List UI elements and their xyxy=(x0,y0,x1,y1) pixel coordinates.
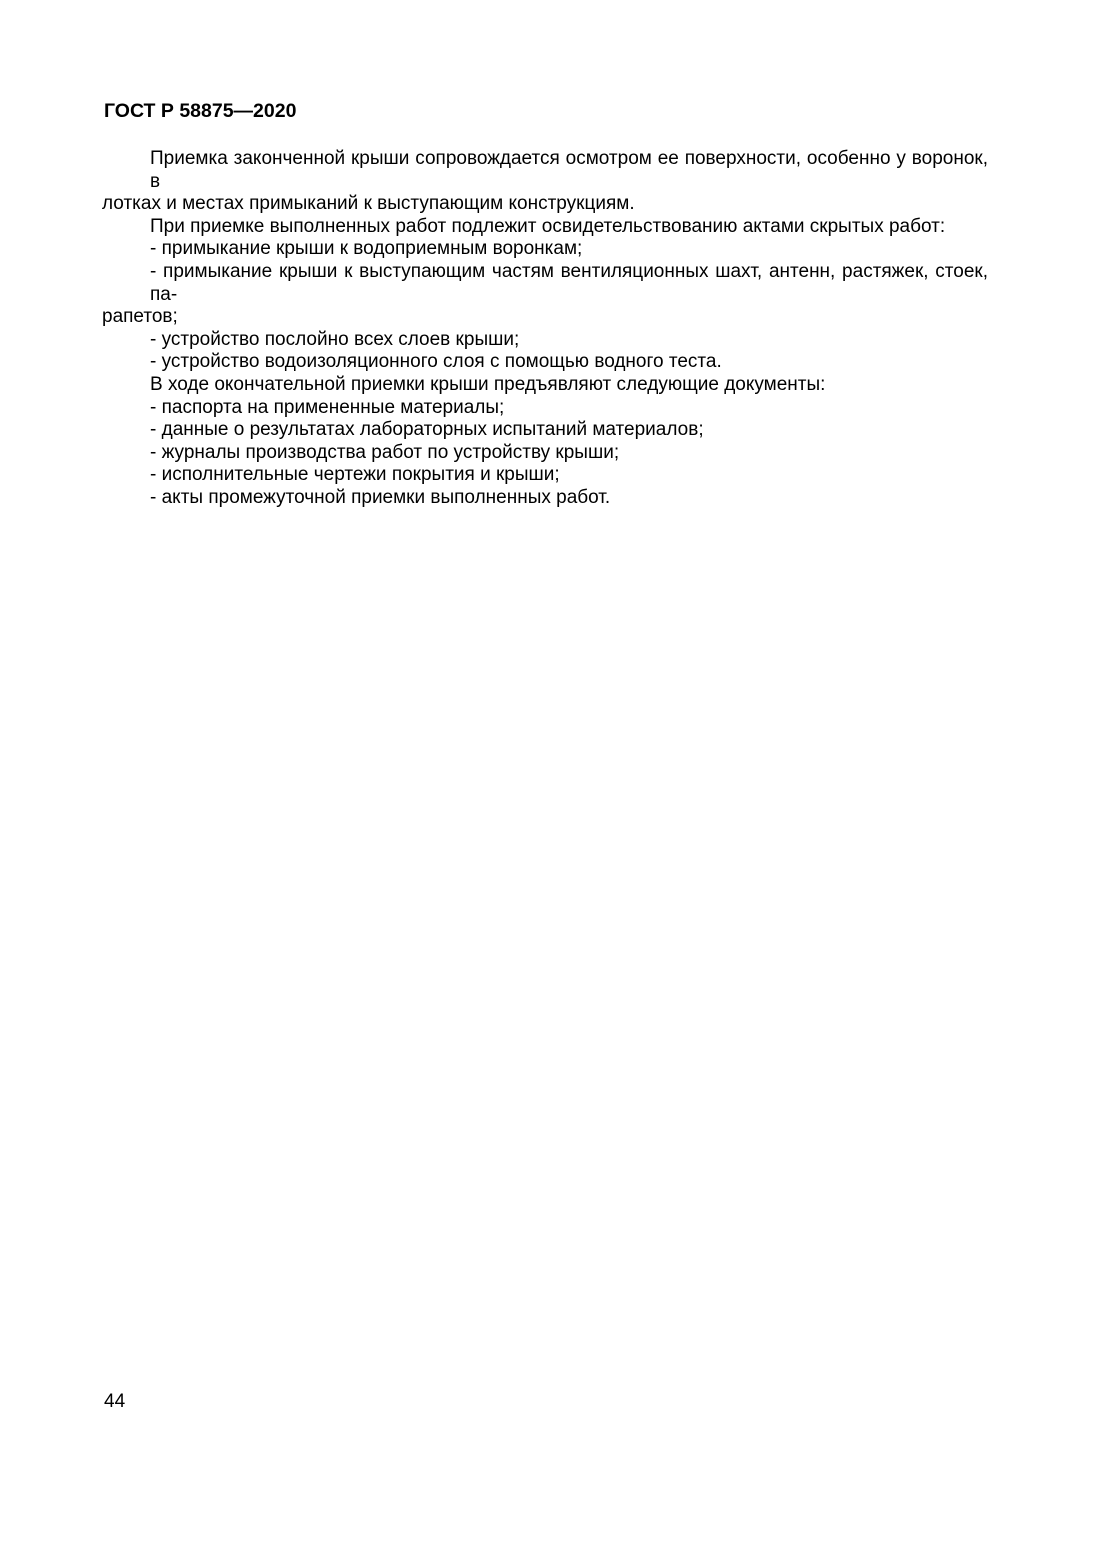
text-line list-item: - примыкание крыши к выступающим частям вентиляционных шахт, антенн, растяжек, стоек, па- xyxy=(150,260,988,305)
text-line list-item: - паспорта на примененные материалы; xyxy=(150,396,505,418)
text-line: Приемка законченной крыши сопровождается осмотром ее поверхности, особенно у воронок, в xyxy=(150,148,988,192)
text-line list-item: - исполнительные чертежи покрытия и крыши; xyxy=(150,464,560,486)
text-line: В ходе окончательной приемки крыши предъявляют следующие документы: xyxy=(150,373,826,395)
text-line: рапетов; xyxy=(102,306,178,328)
text-line list-item: - устройство водоизоляционного слоя с помощью водного теста. xyxy=(150,351,722,373)
page-number: 44 xyxy=(104,1391,126,1412)
text-line list-item: - журналы производства работ по устройству крыши; xyxy=(150,441,620,463)
text-line list-item: - данные о результатах лабораторных испытаний материалов; xyxy=(150,419,704,441)
text-line list-item: - акты промежуточной приемки выполненных работ. xyxy=(150,486,611,508)
text-line list-item: - примыкание крыши к водоприемным воронкам; xyxy=(150,238,583,260)
document-header-standard-number: ГОСТ Р 58875—2020 xyxy=(104,100,297,122)
text-line: При приемке выполненных работ подлежит освидетельствованию актами скрытых работ: xyxy=(150,215,946,237)
text-line: лотках и местах примыканий к выступающим конструкциям. xyxy=(102,193,635,215)
text-line list-item: - устройство послойно всех слоев крыши; xyxy=(150,328,520,350)
document-text-block xyxy=(102,148,988,510)
